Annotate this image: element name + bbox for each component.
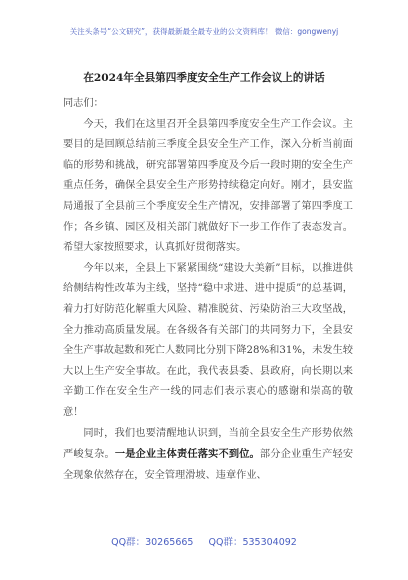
paragraph-3-bold: 一是企业主体责任落实不到位。 [114,448,260,461]
paragraph-3 [63,424,353,487]
header-banner: 关注头条号“公文研究”，获得最新最全最专业的公文资料库！ 微信：gongwenyj [69,27,339,36]
footer [0,534,408,548]
document-title: 在2024年全县第四季度安全生产工作会议上的讲话 [83,72,325,84]
paragraph-2: 今年以来，全县上下紧紧围绕“建设大美新”目标，以推进供给侧结构性改革为主线，坚持“稳中求进、进中提质”的总基调，着力打好防范化解重大风险、精准脱贫、污染防治三大攻坚战，全力推动高质量发展。在各级各有关部门的共同努力下，全县安全生产事故起数和死亡人数同比分别下降28%和31%，未发生较大以上生产安全事故。在此，我代表县委、县政府，向长期以来辛勤工作在安全生产一线的同志们表示衷心的感谢和崇高的敬意！ [63,262,353,418]
paragraph-3-tail: 部分企业重生产轻安全现象依然存在，安全管理滑坡、违章作业、 [63,449,354,481]
paragraph-1: 今天，我们在这里召开全县第四季度安全生产工作会议。主要目的是回顾总结前三季度全县安全生产工作，深入分析当前面临的形势和挑战，研究部署第四季度及今后一段时期的安全生产重点任务，确保全县安全生产形势持续稳定向好。刚才，县安监局通报了全县前三个季度安全生产情况，安排部署了第四季度工作；各乡镇、园区及相关部门就做好下一步工作作了表态发言。希望大家按照要求，认真抓好贯彻落实。 [63,118,353,254]
paragraph-3-lead: 同时，我们也要清醒地认识到，当前全县安全生产形势依然严峻复杂。 [63,427,353,461]
footer-qq-group-2: QQ群：535304092 [208,537,297,548]
salutation: 同志们： [63,98,104,109]
document-body [63,94,353,486]
footer-qq-group-1: QQ群：30265665 [111,537,194,548]
